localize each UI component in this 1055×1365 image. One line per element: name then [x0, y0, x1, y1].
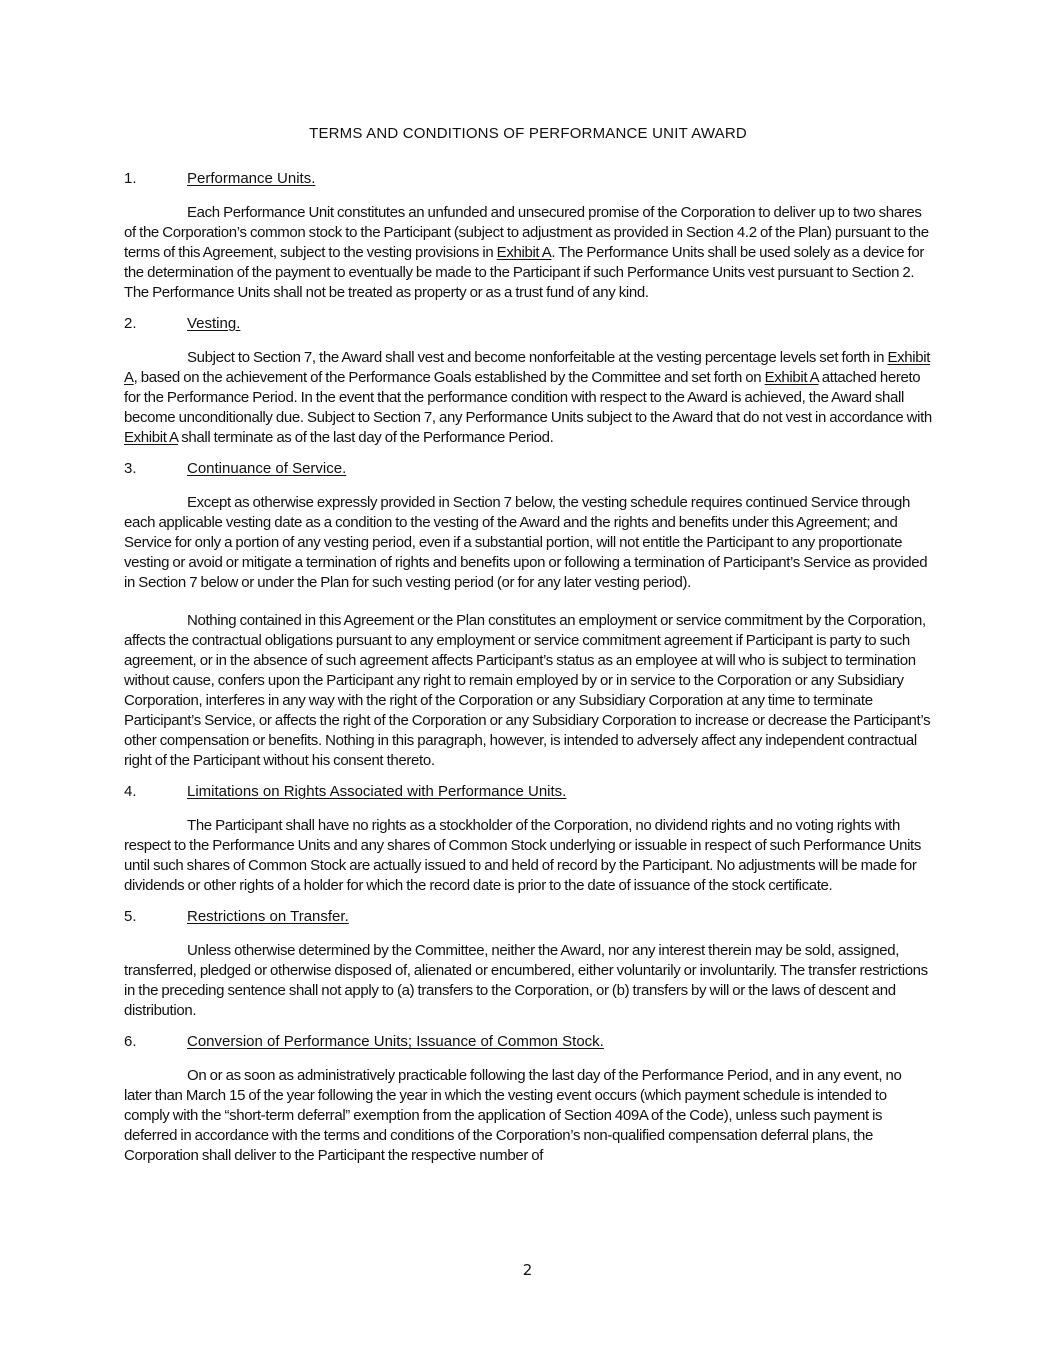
document-page — [124, 124, 932, 1177]
exhibit-a-reference: Exhibit A — [124, 349, 931, 386]
exhibit-a-reference: Exhibit A — [764, 369, 819, 386]
section-title: Continuance of Service. — [187, 460, 347, 477]
section-4-heading — [124, 782, 932, 802]
section-number: 4. — [124, 783, 137, 800]
section-3-paragraph-1: Except as otherwise expressly provided in Section 7 below, the vesting schedule requires continued Service through each applicable vesting date as a condition to the vesting of the Award and the rights and benefits under this Agreement; and Service for only a portion of any vesting period, even if a substantial portion, will not entitle the Participant to any proportionate vesting or avoid or mitigate a termination of rights and benefits upon or following a termination of Participant’s Service as provided in Section 7 below or under the Plan for such vesting period (or for any later vesting period). — [124, 494, 928, 591]
document-title: TERMS AND CONDITIONS OF PERFORMANCE UNIT AWARD — [309, 125, 747, 142]
section-1-paragraph: Each Performance Unit constitutes an unfunded and unsecured promise of the Corporation to deliver up to two shares of the Corporation’s common stock to the Participant (subject to adjustment as provided in Section 4.2 of the Plan) pursuant to the terms of this Agreement, subject to the vesting provisions in Exhibit A. The Performance Units shall be used solely as a device for the determination of the payment to eventually be made to the Participant if such Performance Units vest pursuant to Section 2. The Performance Units shall not be treated as property or as a trust fund of any kind. — [124, 204, 929, 301]
section-title: Restrictions on Transfer. — [187, 908, 349, 925]
section-6-heading — [124, 1032, 932, 1052]
section-5-heading — [124, 907, 932, 927]
section-title: Vesting. — [187, 315, 241, 332]
section-title: Conversion of Performance Units; Issuance of Common Stock. — [187, 1033, 604, 1050]
section-5-paragraph: Unless otherwise determined by the Committee, neither the Award, nor any interest therein may be sold, assigned, transferred, pledged or otherwise disposed of, alienated or encumbered, either voluntarily or involuntarily. The transfer restrictions in the preceding sentence shall not apply to (a) transfers to the Corporation, or (b) transfers by will or the laws of descent and distribution. — [124, 942, 928, 1019]
section-number: 5. — [124, 908, 137, 925]
section-2-paragraph: Subject to Section 7, the Award shall vest and become nonforfeitable at the vesting percentage levels set forth in Exhibit A, based on the achievement of the Performance Goals established by the Committee and set forth on Exhibit A attached hereto for the Performance Period. In the event that the performance condition with respect to the Award is achieved, the Award shall become unconditionally due. Subject to Section 7, any Performance Units subject to the Award that do not vest in accordance with Exhibit A shall terminate as of the last day of the Performance Period. — [124, 349, 932, 446]
section-number: 1. — [124, 170, 137, 187]
section-number: 3. — [124, 460, 137, 477]
section-title: Performance Units. — [187, 170, 316, 187]
section-number: 2. — [124, 315, 137, 332]
section-title: Limitations on Rights Associated with Performance Units. — [187, 783, 567, 800]
page-number: 2 — [522, 1261, 533, 1279]
exhibit-a-reference: Exhibit A — [496, 244, 552, 261]
exhibit-a-reference: Exhibit A — [124, 429, 178, 446]
section-3-heading — [124, 459, 932, 479]
section-number: 6. — [124, 1033, 137, 1050]
section-2-heading — [124, 314, 932, 334]
section-3-paragraph-2: Nothing contained in this Agreement or the Plan constitutes an employment or service commitment by the Corporation, affects the contractual obligations pursuant to any employment or service commitment agreement if Participant is party to such agreement, or in the absence of such agreement affects Participant’s status as an employee at will who is subject to termination without cause, confers upon the Participant any right to remain employed by or in service to the Corporation or any Subsidiary Corporation, interferes in any way with the right of the Corporation or any Subsidiary Corporation at any time to terminate Participant’s Service, or affects the right of the Corporation or any Subsidiary Corporation to increase or decrease the Participant’s other compensation or benefits. Nothing in this paragraph, however, is intended to adversely affect any independent contractual right of the Participant without his consent thereto. — [124, 612, 931, 769]
section-4-paragraph: The Participant shall have no rights as a stockholder of the Corporation, no dividend rights and no voting rights with respect to the Performance Units and any shares of Common Stock underlying or issuable in respect of such Performance Units until such shares of Common Stock are actually issued to and held of record by the Participant. No adjustments will be made for dividends or other rights of a holder for which the record date is prior to the date of issuance of the stock certificate. — [124, 817, 922, 894]
section-1-heading — [124, 169, 932, 189]
section-6-paragraph: On or as soon as administratively practicable following the last day of the Performance Period, and in any event, no later than March 15 of the year following the year in which the vesting event occurs (which payment schedule is intended to comply with the “short-term deferral” exemption from the application of Section 409A of the Code), unless such payment is deferred in accordance with the terms and conditions of the Corporation’s non-qualified compensation deferral plans, the Corporation shall deliver to the Participant the respective number of — [124, 1067, 902, 1164]
